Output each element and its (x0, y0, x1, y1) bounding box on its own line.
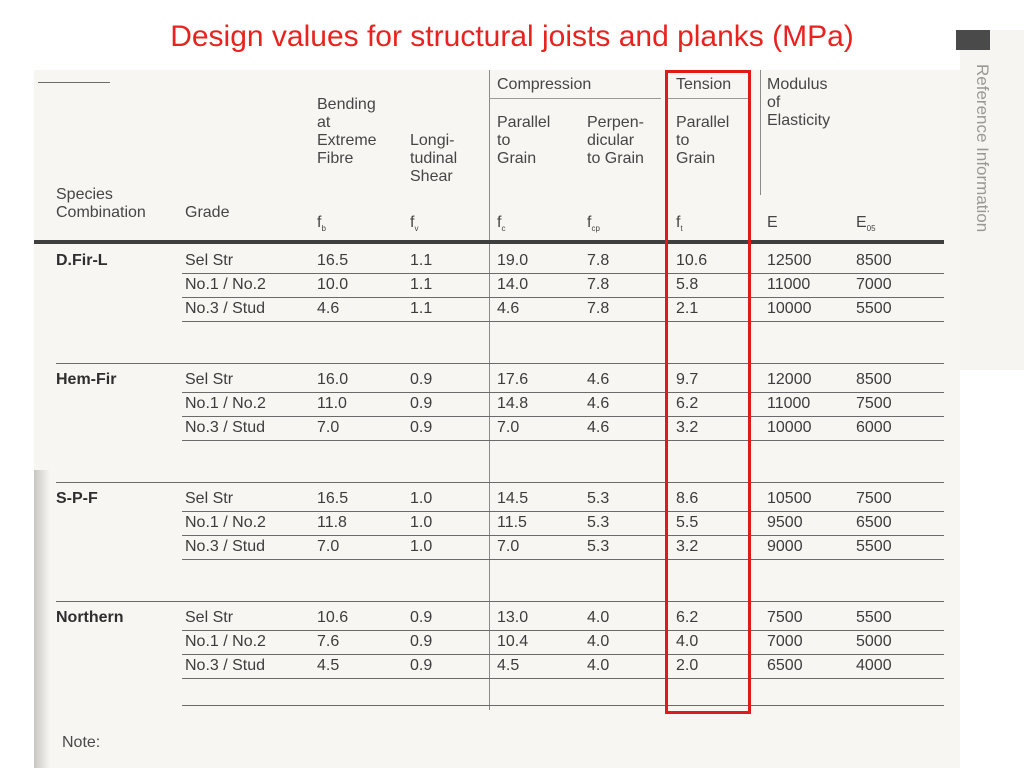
grade-cell: Sel Str (185, 252, 234, 269)
tension-header: Tension (676, 76, 732, 93)
value-cell-modulus-e05: 5500 (856, 538, 892, 555)
value-cell-comp-parallel: 10.4 (497, 633, 529, 650)
grade-cell: No.1 / No.2 (185, 633, 266, 650)
value-cell-comp-perp: 5.3 (587, 514, 610, 531)
value-cell-tension: 8.6 (676, 490, 699, 507)
row-rule (182, 535, 944, 536)
species-label: S-P-F (56, 490, 98, 507)
value-cell-comp-perp: 4.0 (587, 633, 610, 650)
value-cell-tension: 3.2 (676, 538, 699, 555)
row-rule (182, 321, 944, 322)
value-cell-bending: 11.8 (317, 514, 347, 531)
group-rule (56, 482, 944, 483)
value-cell-modulus-e: 11000 (767, 276, 811, 293)
value-cell-tension: 6.2 (676, 609, 699, 626)
grade-cell: No.3 / Stud (185, 657, 266, 674)
grade-cell: No.3 / Stud (185, 300, 266, 317)
value-cell-bending: 7.0 (317, 538, 340, 555)
value-cell-comp-parallel: 14.0 (497, 276, 529, 293)
value-cell-shear: 1.0 (410, 538, 433, 555)
grade-cell: No.3 / Stud (185, 419, 266, 436)
row-rule (182, 630, 944, 631)
value-cell-bending: 4.6 (317, 300, 340, 317)
grade-cell: Sel Str (185, 371, 234, 388)
value-cell-comp-perp: 7.8 (587, 276, 610, 293)
top-rule (38, 82, 110, 83)
page-edge-shadow (34, 470, 50, 768)
grade-cell: No.1 / No.2 (185, 395, 266, 412)
value-cell-modulus-e05: 6000 (856, 419, 892, 436)
value-cell-comp-perp: 5.3 (587, 490, 610, 507)
value-cell-comp-parallel: 4.5 (497, 657, 520, 674)
value-cell-comp-parallel: 7.0 (497, 419, 520, 436)
reference-tab (960, 30, 1024, 370)
grade-cell: Sel Str (185, 609, 234, 626)
comp-perp-header: Perpen- dicular to Grain (587, 114, 644, 167)
value-cell-comp-parallel: 14.8 (497, 395, 529, 412)
value-cell-bending: 7.6 (317, 633, 340, 650)
symbol-fb: $f_b$ (317, 214, 326, 234)
row-rule (182, 392, 944, 393)
value-cell-comp-parallel: 11.5 (497, 514, 527, 531)
value-cell-bending: 16.5 (317, 252, 349, 269)
value-cell-comp-perp: 4.6 (587, 419, 610, 436)
value-cell-modulus-e05: 8500 (856, 371, 892, 388)
value-cell-shear: 0.9 (410, 609, 433, 626)
modulus-divider (760, 70, 761, 195)
value-cell-modulus-e05: 5500 (856, 609, 892, 626)
bottom-rule (182, 705, 944, 706)
group-rule (56, 363, 944, 364)
row-rule (182, 511, 944, 512)
value-cell-shear: 1.1 (410, 276, 433, 293)
value-cell-tension: 5.8 (676, 276, 699, 293)
value-cell-comp-parallel: 7.0 (497, 538, 520, 555)
symbol-fcp: $f_{cp}$ (587, 214, 600, 234)
value-cell-shear: 1.1 (410, 252, 433, 269)
value-cell-modulus-e: 6500 (767, 657, 803, 674)
value-cell-tension: 5.5 (676, 514, 699, 531)
value-cell-modulus-e05: 7500 (856, 395, 892, 412)
value-cell-modulus-e: 7500 (767, 609, 803, 626)
value-cell-comp-perp: 4.6 (587, 395, 610, 412)
compression-underline (489, 98, 661, 99)
value-cell-shear: 0.9 (410, 657, 433, 674)
value-cell-bending: 16.0 (317, 371, 349, 388)
value-cell-comp-perp: 7.8 (587, 252, 610, 269)
value-cell-comp-perp: 4.0 (587, 609, 610, 626)
symbol-e05: $E_{05}$ (856, 214, 876, 234)
value-cell-modulus-e: 9500 (767, 514, 803, 531)
value-cell-comp-perp: 4.6 (587, 371, 610, 388)
row-rule (182, 440, 944, 441)
value-cell-modulus-e: 10000 (767, 300, 812, 317)
grade-cell: Sel Str (185, 490, 234, 507)
comp-parallel-header: Parallel to Grain (497, 114, 551, 167)
value-cell-tension: 2.1 (676, 300, 699, 317)
value-cell-comp-perp: 5.3 (587, 538, 610, 555)
grade-cell: No.1 / No.2 (185, 276, 266, 293)
value-cell-comp-parallel: 13.0 (497, 609, 529, 626)
modulus-header: Modulus of Elasticity (767, 76, 831, 129)
group-rule (56, 601, 944, 602)
value-cell-modulus-e05: 7500 (856, 490, 892, 507)
value-cell-modulus-e: 9000 (767, 538, 803, 555)
row-rule (182, 416, 944, 417)
value-cell-shear: 0.9 (410, 633, 433, 650)
value-cell-comp-parallel: 4.6 (497, 300, 520, 317)
value-cell-modulus-e: 10000 (767, 419, 812, 436)
symbol-fv: $f_v$ (410, 214, 419, 234)
value-cell-tension: 6.2 (676, 395, 699, 412)
value-cell-bending: 4.5 (317, 657, 340, 674)
tab-marker-bar (956, 30, 990, 50)
value-cell-comp-parallel: 17.6 (497, 371, 529, 388)
slide-title: Design values for structural joists and planks (MPa) (170, 20, 854, 53)
value-cell-bending: 11.0 (317, 395, 347, 412)
value-cell-tension: 10.6 (676, 252, 708, 269)
value-cell-shear: 0.9 (410, 371, 433, 388)
species-label: Northern (56, 609, 124, 626)
value-cell-bending: 10.0 (317, 276, 349, 293)
value-cell-modulus-e05: 4000 (856, 657, 892, 674)
value-cell-modulus-e: 7000 (767, 633, 803, 650)
species-label: Hem-Fir (56, 371, 117, 388)
grade-cell: No.1 / No.2 (185, 514, 266, 531)
note-label: Note: (62, 734, 101, 751)
value-cell-modulus-e: 11000 (767, 395, 811, 412)
value-cell-bending: 10.6 (317, 609, 349, 626)
value-cell-shear: 1.1 (410, 300, 433, 317)
value-cell-modulus-e: 12000 (767, 371, 812, 388)
species-header: Species Combination (56, 186, 146, 221)
row-rule (182, 297, 944, 298)
value-cell-comp-perp: 7.8 (587, 300, 610, 317)
value-cell-shear: 0.9 (410, 395, 433, 412)
value-cell-modulus-e: 10500 (767, 490, 812, 507)
value-cell-tension: 4.0 (676, 633, 699, 650)
symbol-ft: $f_t$ (676, 214, 683, 234)
value-cell-tension: 9.7 (676, 371, 699, 388)
value-cell-modulus-e05: 7000 (856, 276, 892, 293)
value-cell-modulus-e: 12500 (767, 252, 812, 269)
tension-highlight-box (665, 70, 751, 714)
value-cell-comp-parallel: 14.5 (497, 490, 529, 507)
compression-divider (489, 70, 490, 710)
header-rule (34, 240, 944, 244)
value-cell-shear: 0.9 (410, 419, 433, 436)
bending-header: Bending at Extreme Fibre (317, 96, 377, 167)
grade-cell: No.3 / Stud (185, 538, 266, 555)
value-cell-tension: 3.2 (676, 419, 699, 436)
value-cell-comp-parallel: 19.0 (497, 252, 529, 269)
symbol-fc: $f_c$ (497, 214, 506, 234)
row-rule (182, 273, 944, 274)
species-label: D.Fir-L (56, 252, 108, 269)
value-cell-shear: 1.0 (410, 490, 433, 507)
row-rule (182, 559, 944, 560)
row-rule (182, 654, 944, 655)
grade-header: Grade (185, 204, 230, 221)
value-cell-modulus-e05: 6500 (856, 514, 892, 531)
value-cell-comp-perp: 4.0 (587, 657, 610, 674)
value-cell-modulus-e05: 5000 (856, 633, 892, 650)
row-rule (182, 678, 944, 679)
side-tab-text: Reference Information (973, 64, 992, 233)
symbol-e: E (767, 214, 778, 231)
shear-header: Longi- tudinal Shear (410, 132, 458, 185)
compression-header: Compression (497, 76, 592, 93)
value-cell-modulus-e05: 5500 (856, 300, 892, 317)
value-cell-tension: 2.0 (676, 657, 699, 674)
value-cell-modulus-e05: 8500 (856, 252, 892, 269)
value-cell-shear: 1.0 (410, 514, 433, 531)
tens-parallel-header: Parallel to Grain (676, 114, 730, 167)
value-cell-bending: 16.5 (317, 490, 349, 507)
value-cell-bending: 7.0 (317, 419, 340, 436)
